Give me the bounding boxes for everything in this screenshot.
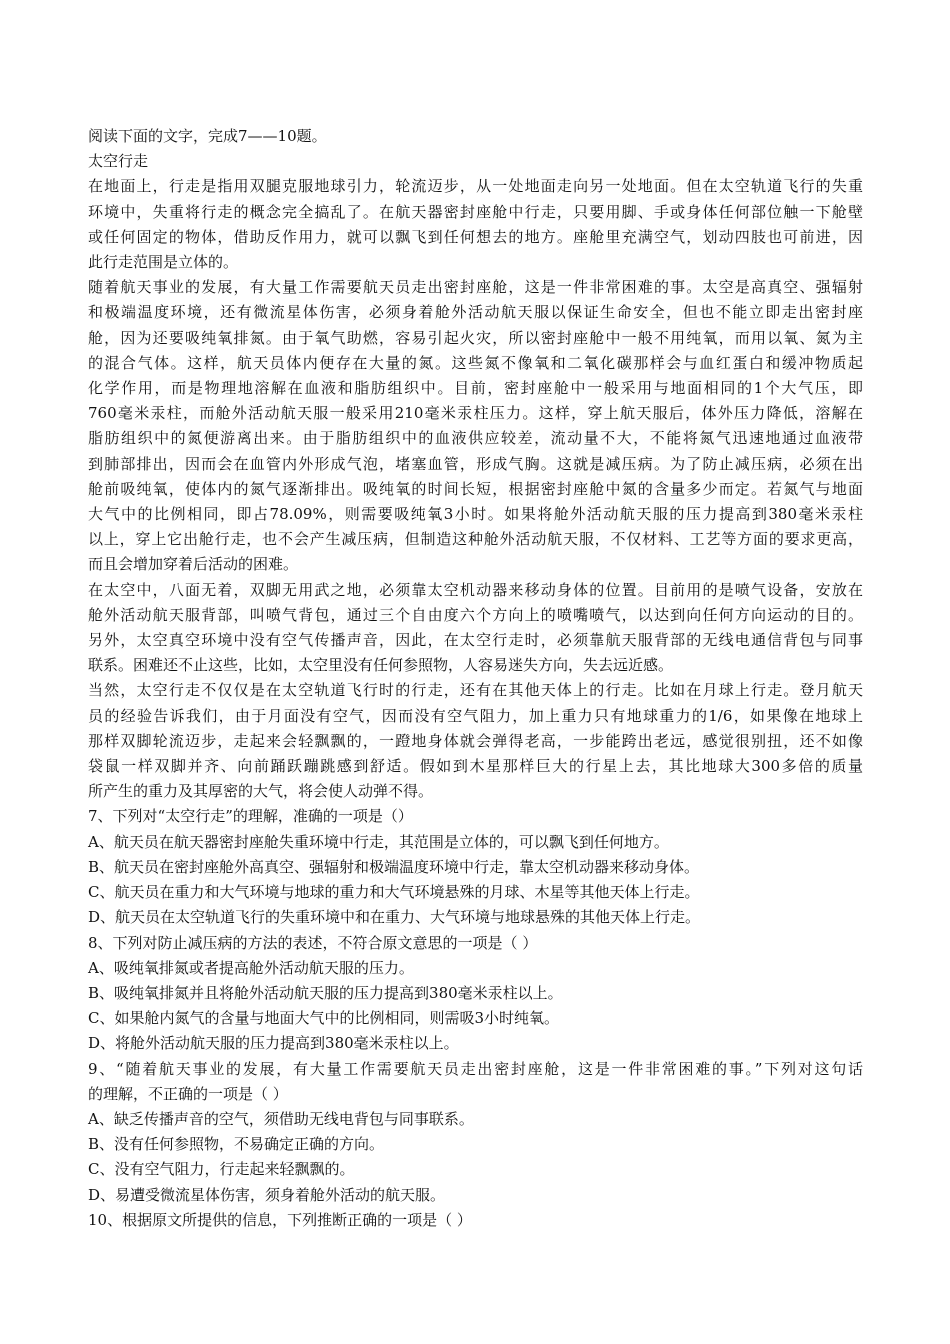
text-line: 的混合气体。这样，航天员体内便存在大量的氮。这些氮不像氧和二氧化碳那样会与血红蛋白和缓冲物质起 [88, 353, 863, 372]
text-line: 舱外活动航天服背部，叫喷气背包，通过三个自由度六个方向上的喷嘴喷气，以达到向任何方向运动的目的。 [88, 605, 863, 624]
option-c: C、航天员在重力和大气环境与地球的重力和大气环境悬殊的月球、木星等其他天体上行走。 [88, 883, 700, 902]
text-line: 在地面上，行走是指用双腿克服地球引力，轮流迈步，从一处地面走向另一处地面。但在太空轨道飞行的失重 [88, 177, 863, 196]
option-d: D、航天员在太空轨道飞行的失重环境中和在重力、大气环境与地球悬殊的其他天体上行走。 [88, 908, 701, 927]
question-10 [88, 1208, 863, 1233]
text-line: 联系。困难还不止这些，比如，太空里没有任何参照物，人容易迷失方向，失去远近感。 [88, 656, 674, 675]
text-line: 化学作用，而是物理地溶解在血液和脂肪组织中。目前，密封座舱中一般采用与地面相同的1个大气压，即 [88, 379, 863, 398]
option-d: D、易遭受微流星体伤害，须身着舱外活动的航天服。 [88, 1185, 446, 1204]
text-line: 此行走范围是立体的。 [88, 253, 239, 272]
text-line: 袋鼠一样双脚并齐、向前踊跃蹦跳感到舒适。假如到木星那样巨大的行星上去，其比地球大300多倍的质量 [88, 757, 863, 776]
option-b: B、没有任何参照物，不易确定正确的方向。 [88, 1135, 385, 1154]
text-line: 随着航天事业的发展，有大量工作需要航天员走出密封座舱，这是一件非常困难的事。太空是高真空、强辐射 [88, 278, 863, 297]
text-line: 以上，穿上它出舱行走，也不会产生减压病，但制造这种舱外活动航天服，不仅材料、工艺等方面的要求更高， [88, 530, 863, 549]
option-d: D、将舱外活动航天服的压力提高到380毫米汞柱以上。 [88, 1034, 459, 1053]
paragraph-4 [88, 678, 863, 804]
text-line: 那样双脚轮流迈步，走起来会轻飘飘的，一蹬地身体就会弹得老高，一步能跨出老远，感觉很别扭，还不如像 [88, 731, 863, 750]
option-a: A、航天员在航天器密封座舱失重环境中行走，其范围是立体的，可以飘飞到任何地方。 [88, 832, 669, 851]
reading-instruction: 阅读下面的文字，完成7——10题。 [88, 127, 327, 145]
text-line: 当然，太空行走不仅仅是在太空轨道飞行时的行走，还有在其他天体上的行走。比如在月球上行走。登月航天 [88, 681, 863, 700]
question-7 [88, 804, 863, 930]
option-b: B、吸纯氧排氮并且将舱外活动航天服的压力提高到380毫米汞柱以上。 [88, 983, 563, 1002]
question-stem: 8、下列对防止减压病的方法的表述，不符合原文意思的一项是（ ） [88, 933, 538, 952]
question-stem: 7、下列对“太空行走”的理解，准确的一项是（） [88, 807, 413, 826]
text-line: 和极端温度环境，还有微流星体伤害，必须身着舱外活动航天服以保证生命安全，但也不能立即走出密封座 [88, 303, 863, 322]
question-stem: 的理解，不正确的一项是（ ） [88, 1084, 288, 1103]
option-c: C、没有空气阻力，行走起来轻飘飘的。 [88, 1160, 355, 1179]
paragraph-2 [88, 275, 863, 577]
option-c: C、如果舱内氮气的含量与地面大气中的比例相同，则需吸3小时纯氧。 [88, 1009, 560, 1028]
text-line: 大气中的比例相同，即占78.09%，则需要吸纯氧3小时。如果将舱外活动航天服的压力提高到380毫米汞柱 [88, 505, 863, 524]
text-line: 在太空中，八面无着，双脚无用武之地，必须靠太空机动器来移动身体的位置。目前用的是喷气设备，安放在 [88, 580, 863, 599]
text-line: 所产生的重力及其厚密的大气，将会使人动弹不得。 [88, 782, 434, 801]
question-stem: 9、“随着航天事业的发展，有大量工作需要航天员走出密封座舱，这是一件非常困难的事。”下列对这句话 [88, 1059, 863, 1078]
text-line: 760毫米汞柱，而舱外活动航天服一般采用210毫米汞柱压力。这样，穿上航天服后，体外压力降低，溶解在 [88, 404, 863, 423]
document-page [88, 124, 863, 1233]
question-9 [88, 1057, 863, 1208]
option-a: A、吸纯氧排氮或者提高舱外活动航天服的压力。 [88, 958, 414, 977]
text-line: 环境中，失重将行走的概念完全搞乱了。在航天器密封座舱中行走，只要用脚、手或身体任何部位触一下舱壁 [88, 202, 863, 221]
text-line: 舱前吸纯氧，使体内的氮气逐渐排出。吸纯氧的时间长短，根据密封座舱中氮的含量多少而定。若氮气与地面 [88, 479, 863, 498]
question-stem: 10、根据原文所提供的信息，下列推断正确的一项是（ ） [88, 1210, 472, 1229]
text-line: 舱，因为还要吸纯氧排氮。由于氧气助燃，容易引起火灾，所以密封座舱中一般不用纯氧，而用以氧、氮为主 [88, 328, 863, 347]
text-line: 脂肪组织中的氮便游离出来。由于脂肪组织中的血液供应较差，流动量不大，不能将氮气迅速地通过血液带 [88, 429, 863, 448]
text-line: 另外，太空真空环境中没有空气传播声音，因此，在太空行走时，必须靠航天服背部的无线电通信背包与同事 [88, 631, 863, 650]
text-line: 到肺部排出，因而会在血管内外形成气泡，堵塞血管，形成气胸。这就是减压病。为了防止减压病，必须在出 [88, 454, 863, 473]
question-8 [88, 931, 863, 1057]
option-b: B、航天员在密封座舱外高真空、强辐射和极端温度环境中行走，靠太空机动器来移动身体。 [88, 857, 700, 876]
text-line: 或任何固定的物体，借助反作用力，就可以飘飞到任何想去的地方。座舱里充满空气，划动四肢也可前进，因 [88, 227, 863, 246]
option-a: A、缺乏传播声音的空气，须借助无线电背包与同事联系。 [88, 1109, 474, 1128]
text-line: 员的经验告诉我们，由于月面没有空气，因而没有空气阻力，加上重力只有地球重力的1/6，如果像在地球上 [88, 706, 863, 725]
paragraph-3 [88, 578, 863, 679]
text-line: 而且会增加穿着后活动的困难。 [88, 555, 299, 574]
paragraph-1 [88, 174, 863, 275]
passage-title: 太空行走 [88, 152, 149, 171]
